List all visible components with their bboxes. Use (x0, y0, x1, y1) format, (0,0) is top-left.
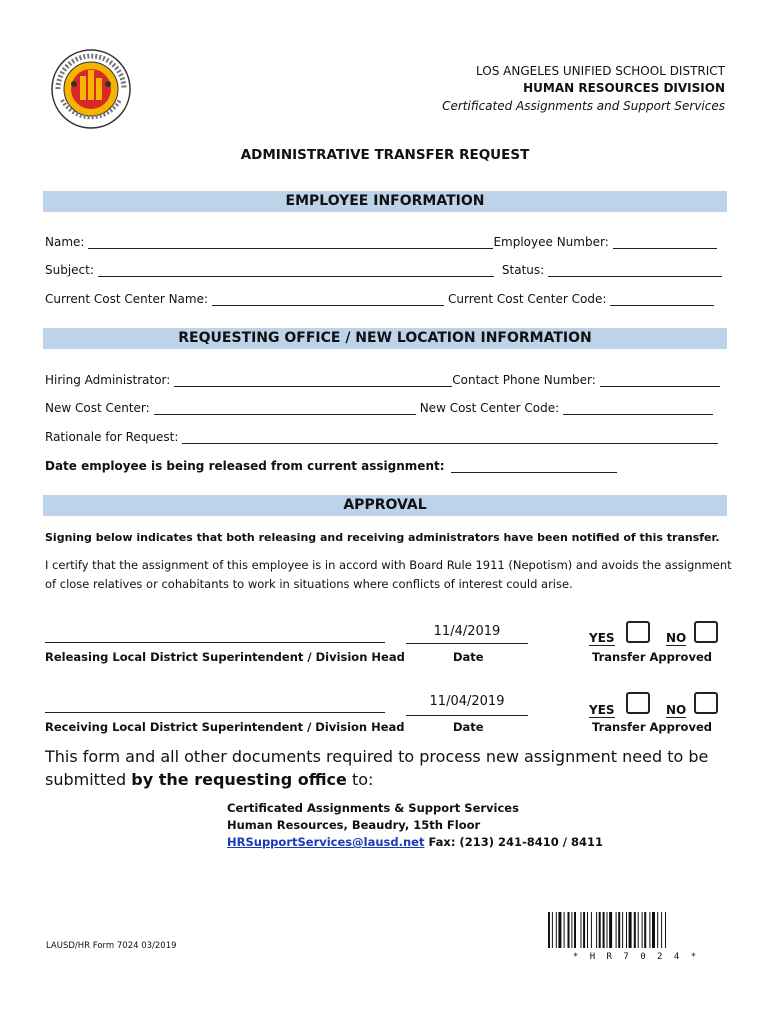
contact-address: Human Resources, Beaudry, 15th Floor (227, 818, 481, 832)
receiving-signature-line[interactable] (45, 700, 385, 713)
employee-number-label: Employee Number: (493, 235, 609, 249)
release-date-label: Date employee is being released from current assignment: (45, 459, 445, 473)
subject-label: Subject: (45, 263, 94, 277)
releasing-signature-line[interactable] (45, 630, 385, 643)
receiving-caption: Receiving Local District Superintendent / Division Head (45, 720, 405, 734)
cost-center-code-line[interactable] (610, 293, 714, 306)
approval-notice: Signing below indicates that both releasing and receiving administrators have been notified of this transfer. (45, 531, 720, 544)
releasing-date-line (406, 630, 528, 644)
new-cost-center-field[interactable] (45, 401, 713, 415)
releasing-approved-caption: Transfer Approved (592, 650, 712, 664)
requesting-office-heading: REQUESTING OFFICE / NEW LOCATION INFORMATION (43, 328, 727, 349)
submission-instructions (45, 745, 745, 791)
releasing-yes-label: YES (589, 631, 615, 645)
division-name: HUMAN RESOURCES DIVISION (523, 81, 725, 95)
unit-name: Certificated Assignments and Support Services (442, 99, 725, 113)
releasing-date-caption: Date (453, 650, 484, 664)
releasing-no-checkbox[interactable] (694, 621, 718, 643)
contact-phone-label: Contact Phone Number: (452, 373, 596, 387)
cost-center-name-label: Current Cost Center Name: (45, 292, 209, 306)
releasing-date-value[interactable]: 11/4/2019 (433, 624, 501, 639)
form-barcode (546, 912, 726, 964)
approval-heading: APPROVAL (43, 495, 727, 516)
submission-text-1: This form and all other documents required to process new assignment need to be submitted (45, 747, 709, 789)
releasing-no-label: NO (666, 631, 687, 645)
contact-email-link[interactable]: HRSupportServices@lausd.net (227, 835, 425, 849)
contact-fax: Fax: (213) 241-8410 / 8411 (424, 835, 603, 849)
barcode-bars (546, 912, 726, 948)
release-date-line[interactable] (451, 460, 617, 473)
submission-text-bold: by the requesting office (131, 770, 347, 789)
receiving-date-line (406, 700, 528, 716)
hiring-admin-line[interactable] (174, 374, 452, 387)
status-label: Status: (501, 263, 545, 277)
receiving-yes-checkbox[interactable] (626, 692, 650, 714)
new-cost-center-code-line[interactable] (563, 402, 713, 415)
receiving-no-label: NO (666, 703, 687, 717)
new-cost-center-label: New Cost Center: (45, 401, 150, 415)
receiving-approved-caption: Transfer Approved (592, 720, 712, 734)
receiving-date-value[interactable]: 11/04/2019 (429, 694, 505, 709)
status-line[interactable] (548, 264, 722, 277)
hiring-admin-field[interactable] (45, 373, 720, 387)
certify-statement: I certify that the assignment of this employee is in accord with Board Rule 1911 (Nepotism) and avoids the assignment of close relatives or cohabitants to work in situations where conflicts of interest could arise. (45, 558, 732, 591)
hiring-admin-label: Hiring Administrator: (45, 373, 171, 387)
employee-number-line[interactable] (613, 236, 717, 249)
barcode-text: * H R 7 0 2 4 * (572, 952, 700, 962)
receiving-yes-label: YES (589, 703, 615, 717)
new-cost-center-code-label: New Cost Center Code: (419, 401, 560, 415)
cost-center-name-line[interactable] (212, 293, 444, 306)
submission-text-2: to: (346, 770, 374, 789)
form-id: LAUSD/HR Form 7024 03/2019 (46, 941, 177, 951)
releasing-caption: Releasing Local District Superintendent / Division Head (45, 650, 405, 664)
rationale-line[interactable] (182, 431, 718, 444)
receiving-date-caption: Date (453, 720, 484, 734)
name-label: Name: (45, 235, 85, 249)
name-field[interactable] (45, 235, 717, 249)
new-cost-center-line[interactable] (154, 402, 416, 415)
cost-center-field[interactable] (45, 292, 714, 306)
contact-phone-line[interactable] (600, 374, 720, 387)
district-seal (50, 48, 132, 130)
release-date-field[interactable] (45, 459, 617, 473)
form-title: ADMINISTRATIVE TRANSFER REQUEST (240, 147, 530, 163)
contact-block (227, 800, 603, 851)
cost-center-code-label: Current Cost Center Code: (448, 292, 607, 306)
receiving-no-checkbox[interactable] (694, 692, 718, 714)
contact-email-fax (227, 834, 603, 851)
employee-info-heading: EMPLOYEE INFORMATION (43, 191, 727, 212)
contact-office: Certificated Assignments & Support Services (227, 801, 519, 815)
subject-line[interactable] (98, 264, 494, 277)
rationale-label: Rationale for Request: (45, 430, 179, 444)
rationale-field[interactable] (45, 430, 718, 444)
releasing-yes-checkbox[interactable] (626, 621, 650, 643)
name-line[interactable] (88, 236, 493, 249)
subject-field[interactable] (45, 263, 722, 277)
district-name: LOS ANGELES UNIFIED SCHOOL DISTRICT (476, 64, 725, 78)
